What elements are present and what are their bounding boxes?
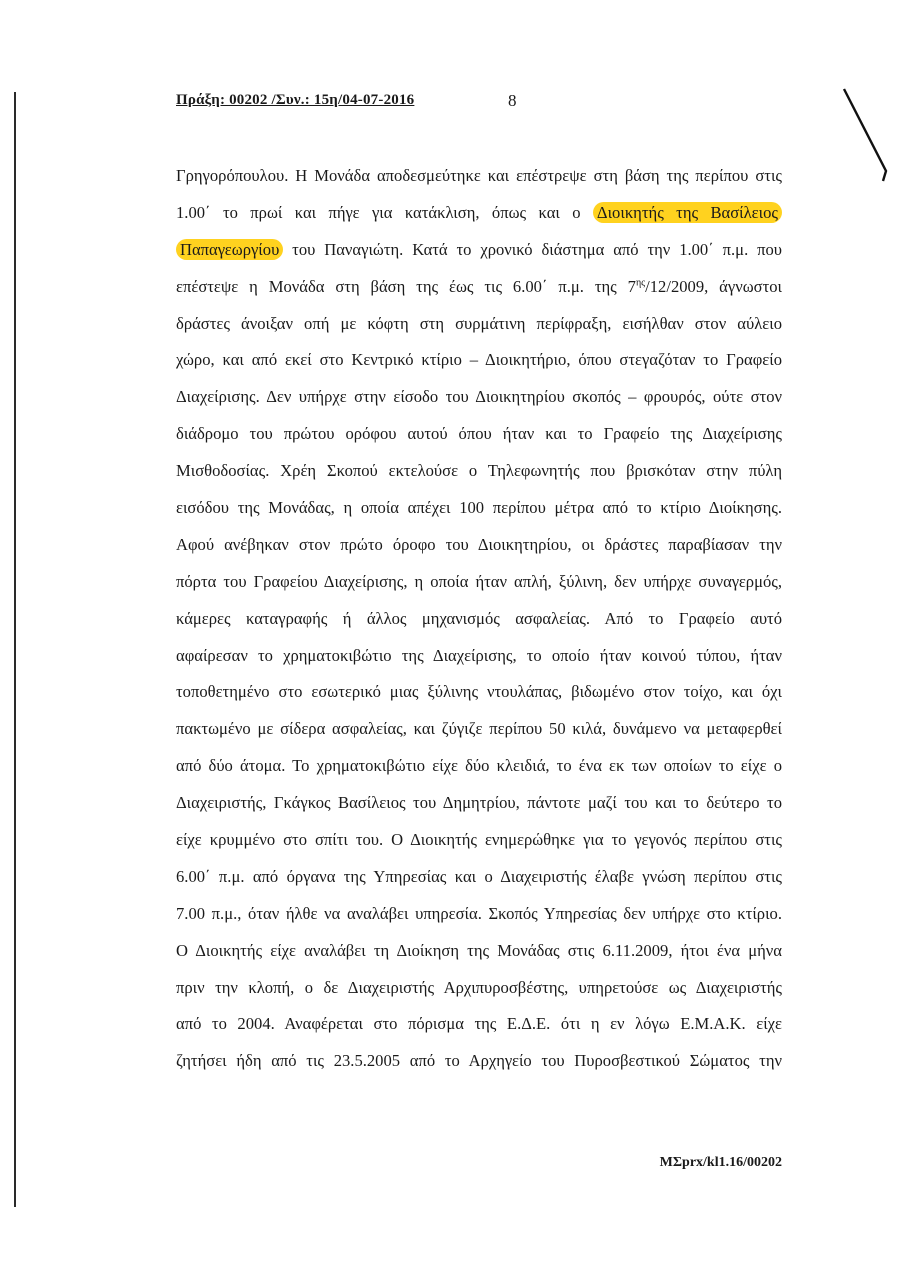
text-line [176, 674, 782, 711]
document-reference: Πράξη: 00202 /Συν.: 15η/04-07-2016 [176, 92, 415, 108]
text-line [176, 306, 782, 343]
footer-code: ΜΣprx/kl1.16/00202 [659, 1155, 782, 1170]
highlighted-name: Παπαγεωργίου [176, 239, 283, 260]
text-line [176, 453, 782, 490]
line-text: επέστεψε η Μονάδα στη βάση της έως τις 6.00΄ π.μ. της 7 [176, 276, 636, 296]
page-number: 8 [508, 91, 517, 110]
text-line [176, 416, 782, 453]
text-line [176, 269, 782, 306]
pen-stroke-mark [840, 85, 890, 185]
highlighted-name: Διοικητής της Βασίλειος [593, 202, 782, 223]
text-line [176, 638, 782, 675]
line-text: ζητήσει ήδη από τις 23.5.2005 από το Αρχηγείο του Πυροσβεστικού Σώματος την [176, 1051, 782, 1071]
line-text: πόρτα του Γραφείου Διαχείρισης, η οποία ήταν απλή, ξύλινη, δεν υπήρχε συναγερμός, [176, 571, 782, 591]
body-text [176, 158, 782, 1080]
text-line [176, 711, 782, 748]
line-text: πριν την κλοπή, ο δε Διαχειριστής Αρχιπυροσβέστης, υπηρετούσε ως Διαχειριστής [176, 977, 782, 997]
line-text: Μισθοδοσίας. Χρέη Σκοπού εκτελούσε ο Τηλεφωνητής που βρισκόταν στην πύλη [176, 461, 782, 481]
line-text: χώρο, και από εκεί στο Κεντρικό κτίριο – Διοικητήριο, όπου στεγαζόταν το Γραφείο [176, 350, 782, 370]
line-text: Αφού ανέβηκαν στον πρώτο όροφο του Διοικητηρίου, οι δράστες παραβίασαν την [176, 534, 782, 554]
text-line [176, 1006, 782, 1043]
line-text: του Παναγιώτη. Κατά το χρονικό διάστημα από την 1.00΄ π.μ. που [283, 239, 782, 259]
line-text: Διαχείρισης. Δεν υπήρχε στην είσοδο του Διοικητηρίου σκοπός – φρουρός, ούτε στον [176, 387, 782, 407]
text-line [176, 601, 782, 638]
line-text: αφαίρεσαν το χρηματοκιβώτιο της Διαχείρισης, το οποίο ήταν κοινού τύπου, ήταν [176, 645, 782, 665]
text-line [176, 158, 782, 195]
line-text: διάδρομο του πρώτου ορόφου αυτού όπου ήταν και το Γραφείο της Διαχείρισης [176, 424, 782, 444]
text-line [176, 933, 782, 970]
text-line [176, 1043, 782, 1080]
line-text: πακτωμένο με σίδερα ασφαλείας, και ζύγιζε περίπου 50 κιλά, δυνάμενο να μεταφερθεί [176, 719, 782, 739]
line-text: Διαχειριστής, Γκάγκος Βασίλειος του Δημητρίου, πάντοτε μαζί του και το δεύτερο το [176, 793, 782, 813]
text-line [176, 822, 782, 859]
text-line [176, 564, 782, 601]
text-line [176, 490, 782, 527]
text-line [176, 859, 782, 896]
line-text: 7.00 π.μ., όταν ήλθε να αναλάβει υπηρεσία. Σκοπός Υπηρεσίας δεν υπήρχε στο κτίριο. [176, 903, 782, 923]
line-text: τοποθετημένο στο εσωτερικό μιας ξύλινης ντουλάπας, βιδωμένο στον τοίχο, και όχι [176, 682, 782, 702]
line-text: 1.00΄ το πρωί και πήγε για κατάκλιση, όπως και ο [176, 202, 593, 222]
text-line [176, 195, 782, 232]
line-text: από δύο άτομα. Το χρηματοκιβώτιο είχε δύο κλειδιά, το ένα εκ των οποίων το είχε ο [176, 756, 782, 776]
line-text: είχε κρυμμένο στο σπίτι του. Ο Διοικητής ενημερώθηκε για το γεγονός περίπου στις [176, 830, 782, 850]
line-text: 6.00΄ π.μ. από όργανα της Υπηρεσίας και ο Διαχειριστής έλαβε γνώση περίπου στις [176, 866, 782, 886]
ordinal-superscript: ης [635, 277, 646, 289]
line-text: εισόδου της Μονάδας, η οποία απέχει 100 περίπου μέτρα από το κτίριο Διοίκησης. [176, 498, 782, 518]
text-line [176, 896, 782, 933]
line-text: κάμερες καταγραφής ή άλλος μηχανισμός ασφαλείας. Από το Γραφείο αυτό [176, 608, 782, 628]
line-text: /12/2009, άγνωστοι [645, 276, 783, 296]
text-line [176, 970, 782, 1007]
text-line [176, 379, 782, 416]
text-line [176, 748, 782, 785]
text-line [176, 342, 782, 379]
text-line [176, 527, 782, 564]
text-line [176, 785, 782, 822]
line-text: Ο Διοικητής είχε αναλάβει τη Διοίκηση της Μονάδας στις 6.11.2009, ήτοι ένα μήνα [176, 940, 782, 960]
line-text: δράστες άνοιξαν οπή με κόφτη στη συρμάτινη περίφραξη, εισήλθαν στον αύλειο [176, 313, 782, 333]
line-text: Γρηγορόπουλου. Η Μονάδα αποδεσμεύτηκε και επέστρεψε στη βάση της περίπου στις [176, 166, 782, 185]
text-line [176, 232, 782, 269]
scan-margin-line [14, 92, 16, 1207]
line-text: από το 2004. Αναφέρεται στο πόρισμα της Ε.Δ.Ε. ότι η εν λόγω Ε.Μ.Α.Κ. είχε [176, 1014, 782, 1034]
